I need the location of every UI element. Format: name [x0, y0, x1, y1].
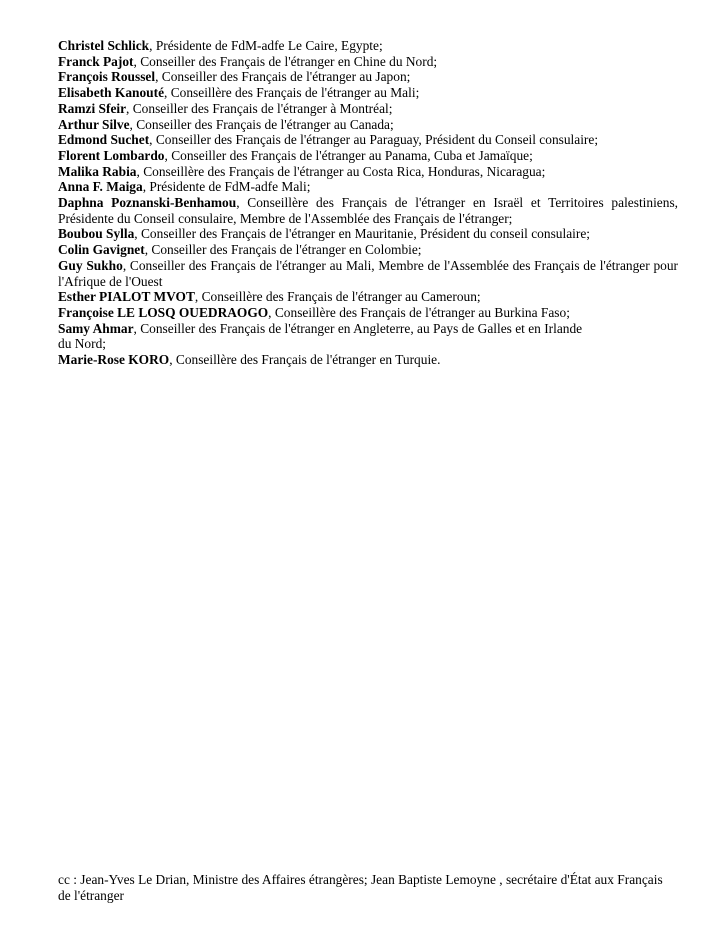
signatory-name: Daphna Poznanski-Benhamou: [58, 195, 237, 211]
signatory-role: , Conseiller des Français de l'étranger au Paraguay, Président du Conseil consulaire;: [149, 132, 599, 148]
signatory-entry: [58, 132, 678, 148]
signatory-entry: [58, 321, 598, 352]
signatory-name: Edmond Suchet: [58, 132, 150, 148]
signatory-name: Christel Schlick: [58, 38, 150, 53]
signatory-name: Marie-Rose KORO: [58, 352, 170, 368]
signatory-entry: [58, 179, 678, 195]
signatory-name: Malika Rabia: [58, 163, 137, 179]
signatory-role: , Présidente de FdM-adfe Le Caire, Egypte;: [149, 38, 383, 53]
signatory-role: , Conseillère des Français de l'étranger au Burkina Faso;: [268, 304, 570, 320]
signatory-role: , Conseillère des Français de l'étranger en Israël et Territoires palestiniens, Présidente du Conseil consulaire, Membre de l'Assemblée des Français de l'étranger;: [58, 195, 678, 226]
signatory-name: Arthur Silve: [58, 116, 130, 132]
signatory-role: , Conseiller des Français de l'étranger au Mali, Membre de l'Assemblée des Français de l'étranger pour l'Afrique de l'Ouest: [58, 257, 678, 289]
signatory-name: Elisabeth Kanouté: [58, 85, 165, 101]
signatory-name: Françoise LE LOSQ OUEDRAOGO: [58, 304, 269, 320]
signatory-role: , Conseillère des Français de l'étranger au Cameroun;: [194, 289, 481, 305]
signatory-entry: [58, 164, 678, 180]
signatory-role: , Conseillère des Français de l'étranger au Costa Rica, Honduras, Nicaragua;: [136, 163, 546, 179]
signatory-name: Guy Sukho: [58, 257, 123, 273]
signatory-entry: [58, 195, 678, 226]
signatory-role: , Présidente de FdM-adfe Mali;: [142, 179, 311, 195]
signatory-role: , Conseiller des Français de l'étranger en Colombie;: [144, 242, 422, 258]
signatory-role: , Conseiller des Français de l'étranger au Canada;: [129, 116, 394, 132]
signatory-list: [58, 38, 678, 368]
signatory-entry: [58, 85, 678, 101]
signatory-name: Samy Ahmar: [58, 320, 134, 336]
signatory-entry: [58, 38, 678, 54]
signatory-entry: [58, 54, 678, 70]
signatory-role: , Conseillère des Français de l'étranger au Mali;: [164, 85, 420, 101]
signatory-entry: [58, 148, 678, 164]
signatory-entry: [58, 289, 678, 305]
signatory-role: , Conseiller des Français de l'étranger à Montréal;: [126, 100, 393, 116]
signatory-entry: [58, 258, 678, 289]
signatory-entry: [58, 242, 678, 258]
signatory-name: François Roussel: [58, 69, 156, 85]
signatory-role: , Conseiller des Français de l'étranger en Angleterre, au Pays de Galles et en Irlande du Nord;: [58, 320, 583, 352]
signatory-name: Florent Lombardo: [58, 147, 165, 163]
signatory-entry: [58, 69, 678, 85]
signatory-role: , Conseiller des Français de l'étranger en Chine du Nord;: [133, 53, 438, 69]
signatory-name: Anna F. Maiga: [58, 179, 143, 195]
signatory-role: , Conseiller des Français de l'étranger au Panama, Cuba et Jamaïque;: [164, 147, 533, 163]
signatory-entry: [58, 352, 678, 368]
signatory-entry: [58, 117, 678, 133]
signatory-entry: [58, 305, 678, 321]
signatory-entry: [58, 226, 678, 242]
cc-line: cc : Jean-Yves Le Drian, Ministre des Affaires étrangères; Jean Baptiste Lemoyne , secrétaire d'État aux Français de l'étranger: [58, 872, 663, 904]
signatory-name: Boubou Sylla: [58, 226, 135, 242]
signatory-entry: [58, 101, 678, 117]
signatory-name: Franck Pajot: [58, 53, 134, 69]
signatory-role: , Conseillère des Français de l'étranger en Turquie.: [169, 352, 441, 368]
signatory-role: , Conseiller des Français de l'étranger en Mauritanie, Président du conseil consulaire;: [134, 226, 590, 242]
signatory-name: Ramzi Sfeir: [58, 100, 127, 116]
signatory-role: , Conseiller des Français de l'étranger au Japon;: [155, 69, 411, 85]
signatory-name: Colin Gavignet: [58, 242, 145, 258]
signatory-name: Esther PIALOT MVOT: [58, 289, 195, 305]
